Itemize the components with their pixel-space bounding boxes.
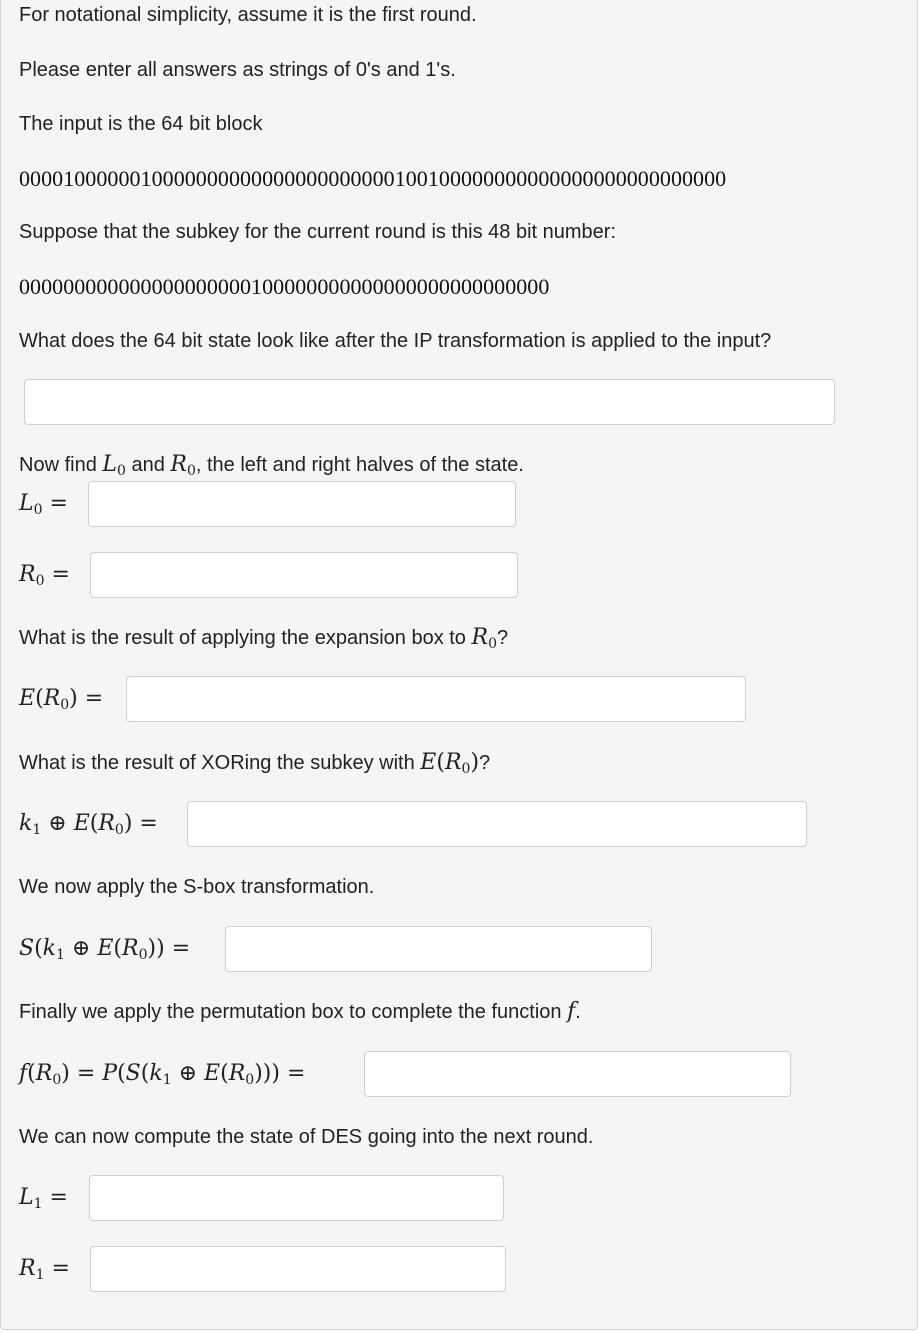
math-eq: = [132, 811, 158, 836]
math-sub: 0 [245, 1072, 255, 1088]
math-S: S [19, 936, 35, 961]
ip-question: What does the 64 bit state look like after the IP transformation is applied to the input? [19, 330, 772, 352]
sbox-input[interactable] [225, 926, 652, 972]
math-R: R [228, 1061, 246, 1086]
math-sub: 1 [35, 1267, 45, 1283]
math-paren: ) [61, 1061, 70, 1086]
math-eq: = [77, 686, 104, 711]
math-paren: ) [123, 811, 133, 836]
math-sub: 1 [33, 1196, 43, 1212]
math-paren: ) [254, 1061, 263, 1086]
math-R: R [170, 452, 187, 477]
math-S: S [125, 1061, 141, 1086]
math-R: R [122, 936, 139, 961]
math-k: k [42, 936, 57, 961]
math-eq: = [44, 562, 70, 587]
math-k: k [19, 811, 33, 836]
subkey-description: Suppose that the subkey for the current round is this 48 bit number: [19, 221, 617, 243]
expansion-question [19, 626, 508, 656]
math-paren: ( [34, 936, 43, 961]
math-paren: ( [35, 686, 44, 711]
pbox-description-text: Finally we apply the permutation box to complete the function [19, 1001, 568, 1023]
expansion-input[interactable] [126, 676, 746, 722]
xor-input[interactable] [187, 801, 807, 847]
math-sub: 0 [60, 697, 70, 713]
input-block: 0000100000010000000000000000000000100100000000000000000000000000 [19, 166, 727, 191]
math-E: E [73, 811, 90, 836]
math-P: P [102, 1061, 118, 1086]
math-R: R [19, 1256, 36, 1281]
math-f: f [19, 1061, 28, 1086]
math-paren: ( [140, 1061, 150, 1086]
halves-question-pre: Now find [19, 454, 103, 476]
math-sub: 0 [52, 1072, 62, 1088]
xor-question-text: What is the result of XORing the subkey with [19, 752, 421, 774]
math-E: E [19, 686, 36, 711]
pbox-description [19, 1000, 581, 1024]
l1-label [19, 1183, 68, 1219]
math-sub: 0 [35, 573, 45, 589]
math-L: L [19, 1185, 34, 1210]
math-sub: 0 [116, 463, 126, 479]
math-paren: ) [69, 686, 78, 711]
math-k: k [149, 1061, 163, 1086]
f-label [19, 1059, 305, 1095]
math-sub: 0 [186, 463, 196, 479]
halves-question [19, 453, 524, 483]
math-paren: ( [113, 936, 123, 961]
math-paren: ( [117, 1061, 126, 1086]
math-R: R [471, 625, 489, 650]
math-sub: 0 [461, 761, 471, 777]
math-L: L [102, 452, 117, 477]
math-eq: = [69, 1061, 103, 1086]
pbox-description-end: . [575, 1001, 581, 1023]
math-eq: = [42, 491, 68, 516]
halves-question-and: and [125, 454, 171, 476]
math-sub: 0 [488, 636, 497, 652]
math-sub: 0 [33, 502, 43, 518]
input-description: The input is the 64 bit block [19, 113, 263, 135]
math-E: E [97, 936, 114, 961]
math-L: L [19, 491, 34, 516]
r0-input[interactable] [90, 552, 518, 598]
expansion-question-end: ? [497, 627, 509, 649]
math-R: R [98, 811, 115, 836]
l1-input[interactable] [89, 1175, 504, 1221]
math-eq: = [164, 936, 191, 961]
math-sub: 1 [32, 822, 42, 838]
math-E: E [420, 750, 437, 775]
math-R: R [444, 750, 462, 775]
math-eq: = [42, 1185, 68, 1210]
math-eq: = [279, 1061, 306, 1086]
math-sub: 0 [138, 947, 148, 963]
math-eq: = [44, 1256, 70, 1281]
halves-question-post: , the left and right halves of the state. [195, 454, 524, 476]
f-input[interactable] [364, 1051, 791, 1097]
math-R: R [35, 1061, 53, 1086]
expansion-question-text: What is the result of applying the expansion box to [19, 627, 472, 649]
math-R: R [19, 562, 36, 587]
r1-label [19, 1254, 70, 1290]
r0-label [19, 560, 70, 596]
xor-label [19, 809, 158, 845]
math-sub: 1 [56, 947, 65, 963]
math-paren: ) [262, 1061, 272, 1086]
xor-question-end: ? [479, 752, 491, 774]
math-paren: ) [470, 750, 480, 775]
math-paren: ) [147, 936, 157, 961]
math-sub: 1 [162, 1072, 172, 1088]
expansion-label [19, 684, 103, 720]
r1-input[interactable] [90, 1246, 506, 1292]
math-paren: ) [271, 1061, 280, 1086]
intro-text: For notational simplicity, assume it is the first round. [19, 4, 477, 26]
math-paren: ( [89, 811, 99, 836]
math-xor: ⊕ [171, 1061, 205, 1086]
math-xor: ⊕ [41, 811, 74, 836]
ip-state-input[interactable] [24, 379, 835, 425]
math-paren: ( [27, 1061, 36, 1086]
sbox-description: We now apply the S-box transformation. [19, 876, 375, 898]
math-paren: ( [436, 750, 445, 775]
math-paren: ) [156, 936, 165, 961]
math-sub: 0 [114, 822, 124, 838]
next-round-description: We can now compute the state of DES going into the next round. [19, 1126, 594, 1148]
math-E: E [204, 1061, 221, 1086]
l0-input[interactable] [88, 481, 516, 527]
math-R: R [43, 686, 61, 711]
math-xor: ⊕ [64, 936, 98, 961]
xor-question [19, 751, 490, 781]
subkey-value: 000000000000000000000100000000000000000000000000 [19, 274, 550, 299]
math-paren: ( [220, 1061, 229, 1086]
math-f: f [567, 999, 576, 1024]
l0-label [19, 489, 68, 525]
sbox-label [19, 934, 190, 970]
format-instructions: Please enter all answers as strings of 0's and 1's. [19, 59, 456, 81]
